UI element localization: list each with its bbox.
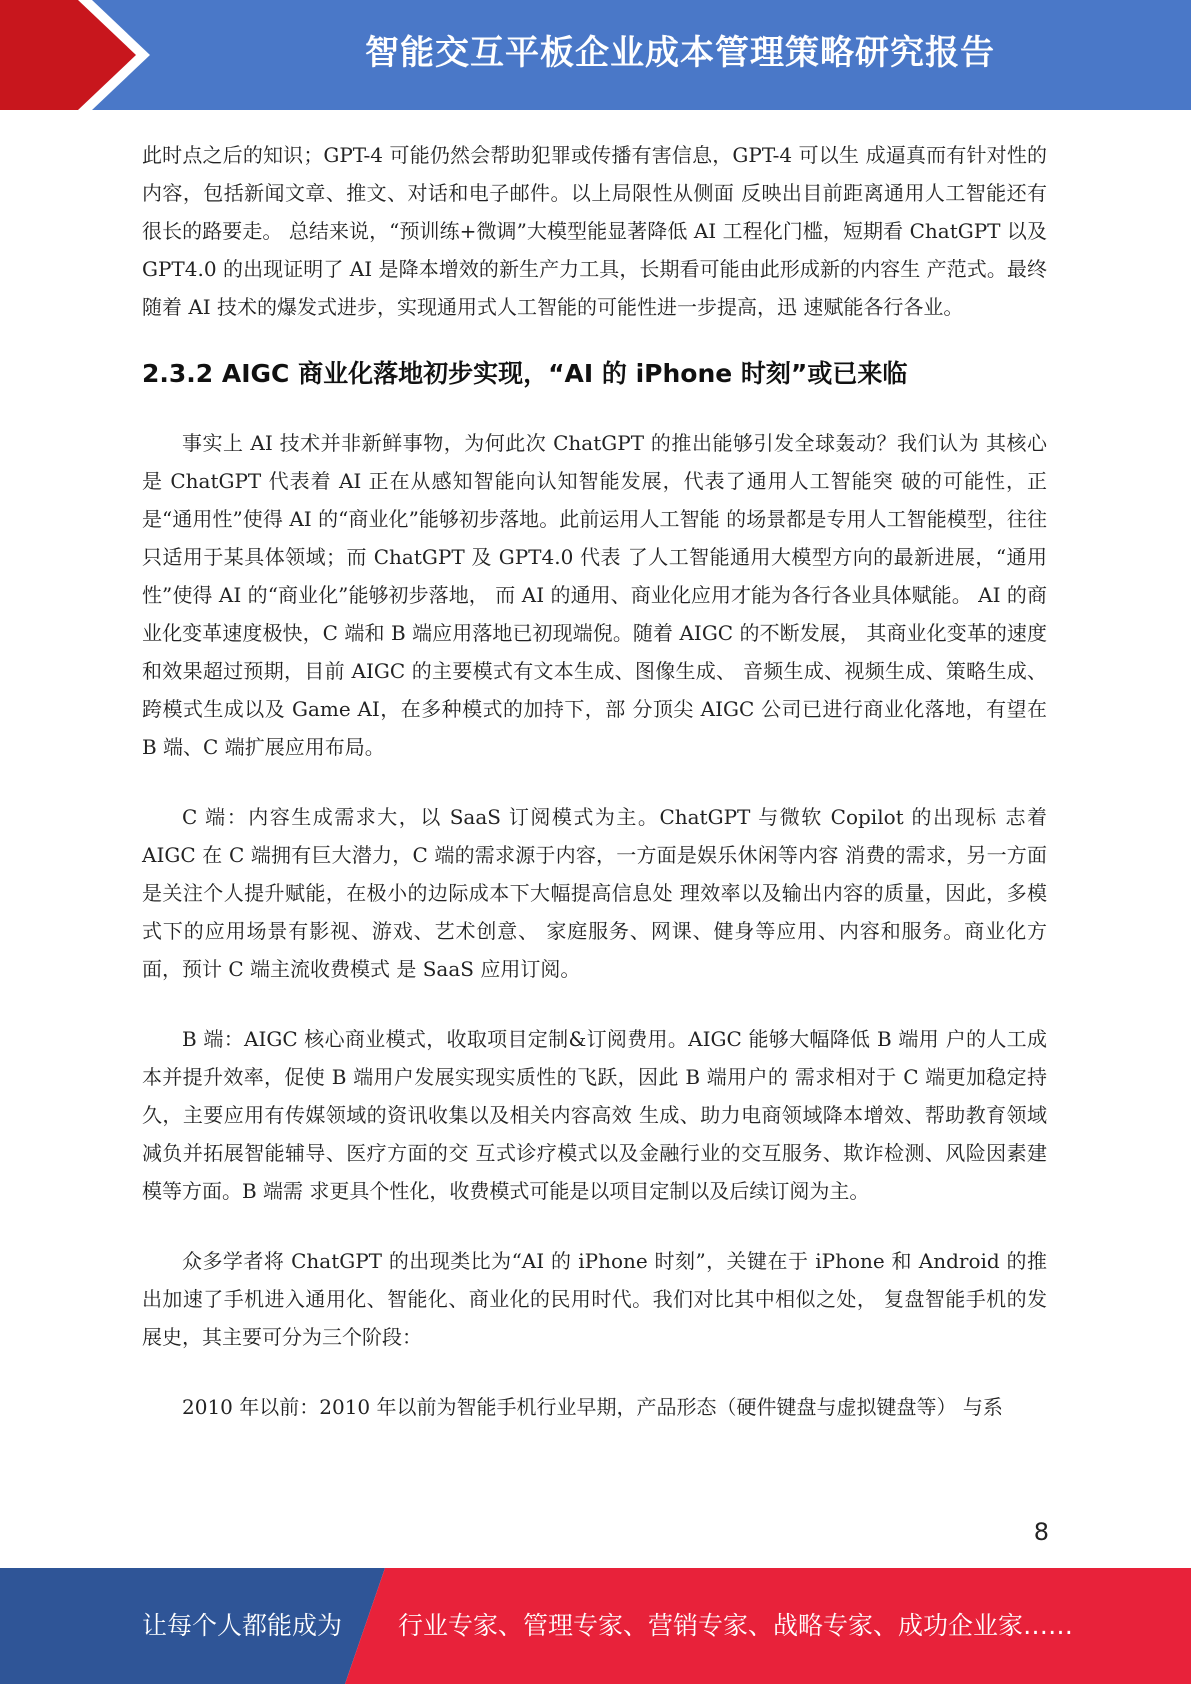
header-chevron-decoration: [0, 0, 160, 110]
footer-slogan-right: 行业专家、管理专家、营销专家、战略专家、成功企业家……: [398, 1611, 1074, 1640]
intro-paragraph: 此时点之后的知识；GPT-4 可能仍然会帮助犯罪或传播有害信息，GPT-4 可以生 成逼真而有针对性的内容，包括新闻文章、推文、对话和电子邮件。以上局限性从侧面 反映出目前距离通用人工智能还有很长的路要走。 总结来说，“预训练+微调”大模型能显著降低 AI 工程化门槛，短期看 ChatGPT 以及 GPT4.0 的出现证明了 AI 是降本增效的新生产力工具，长期看可能由此形成新的内容生 产范式。最终随着 AI 技术的爆发式进步，实现通用式人工智能的可能性进一步提高，迅 速赋能各行各业。: [142, 143, 1047, 319]
section-heading: 2.3.2 AIGC 商业化落地初步实现，“AI 的 iPhone 时刻”或已来临: [142, 359, 908, 388]
paragraph-4: 众多学者将 ChatGPT 的出现类比为“AI 的 iPhone 时刻”，关键在于 iPhone 和 Android 的推出加速了手机进入通用化、智能化、商业化的民用时代。我们对比其中相似之处， 复盘智能手机的发展史，其主要可分为三个阶段：: [142, 1249, 1047, 1349]
footer-slogan-left: 让每个人都能成为: [142, 1611, 343, 1640]
report-title: 智能交互平板企业成本管理策略研究报告: [365, 33, 995, 73]
page-header: [0, 0, 1191, 110]
paragraph-1: 事实上 AI 技术并非新鲜事物，为何此次 ChatGPT 的推出能够引发全球轰动？我们认为 其核心是 ChatGPT 代表着 AI 正在从感知智能向认知智能发展，代表了通用人工智能突 破的可能性，正是“通用性”使得 AI 的“商业化”能够初步落地。此前运用人工智能 的场景都是专用人工智能模型，往往只适用于某具体领域；而 ChatGPT 及 GPT4.0 代表 了人工智能通用大模型方向的最新进展，“通用性”使得 AI 的“商业化”能够初步落地， 而 AI 的通用、商业化应用才能为各行各业具体赋能。 AI 的商业化变革速度极快，C 端和 B 端应用落地已初现端倪。随着 AIGC 的不断发展， 其商业化变革的速度和效果超过预期，目前 AIGC 的主要模式有文本生成、图像生成、 音频生成、视频生成、策略生成、跨模式生成以及 Game AI，在多种模式的加持下，部 分顶尖 AIGC 公司已进行商业化落地，有望在 B 端、C 端扩展应用布局。: [142, 431, 1047, 759]
paragraph-2: C 端：内容生成需求大，以 SaaS 订阅模式为主。ChatGPT 与微软 Copilot 的出现标 志着 AIGC 在 C 端拥有巨大潜力，C 端的需求源于内容，一方面是娱乐休闲等内容 消费的需求，另一方面是关注个人提升赋能，在极小的边际成本下大幅提高信息处 理效率以及输出内容的质量，因此，多模式下的应用场景有影视、游戏、艺术创意、 家庭服务、网课、健身等应用、内容和服务。商业化方面，预计 C 端主流收费模式 是 SaaS 应用订阅。: [142, 805, 1047, 981]
document-body: [142, 136, 1047, 1426]
paragraph-5: 2010 年以前：2010 年以前为智能手机行业早期，产品形态（硬件键盘与虚拟键盘等） 与系: [182, 1395, 1003, 1419]
paragraph-3: B 端：AIGC 核心商业模式，收取项目定制&订阅费用。AIGC 能够大幅降低 B 端用 户的人工成本并提升效率，促使 B 端用户发展实现实质性的飞跃，因此 B 端用户的 需求相对于 C 端更加稳定持久，主要应用有传媒领域的资讯收集以及相关内容高效 生成、助力电商领域降本增效、帮助教育领域减负并拓展智能辅导、医疗方面的交 互式诊疗模式以及金融行业的交互服务、欺诈检测、风险因素建模等方面。B 端需 求更具个性化，收费模式可能是以项目定制以及后续订阅为主。: [142, 1027, 1047, 1203]
page-footer: [0, 1568, 1191, 1684]
page-number: 8: [1033, 1518, 1049, 1546]
